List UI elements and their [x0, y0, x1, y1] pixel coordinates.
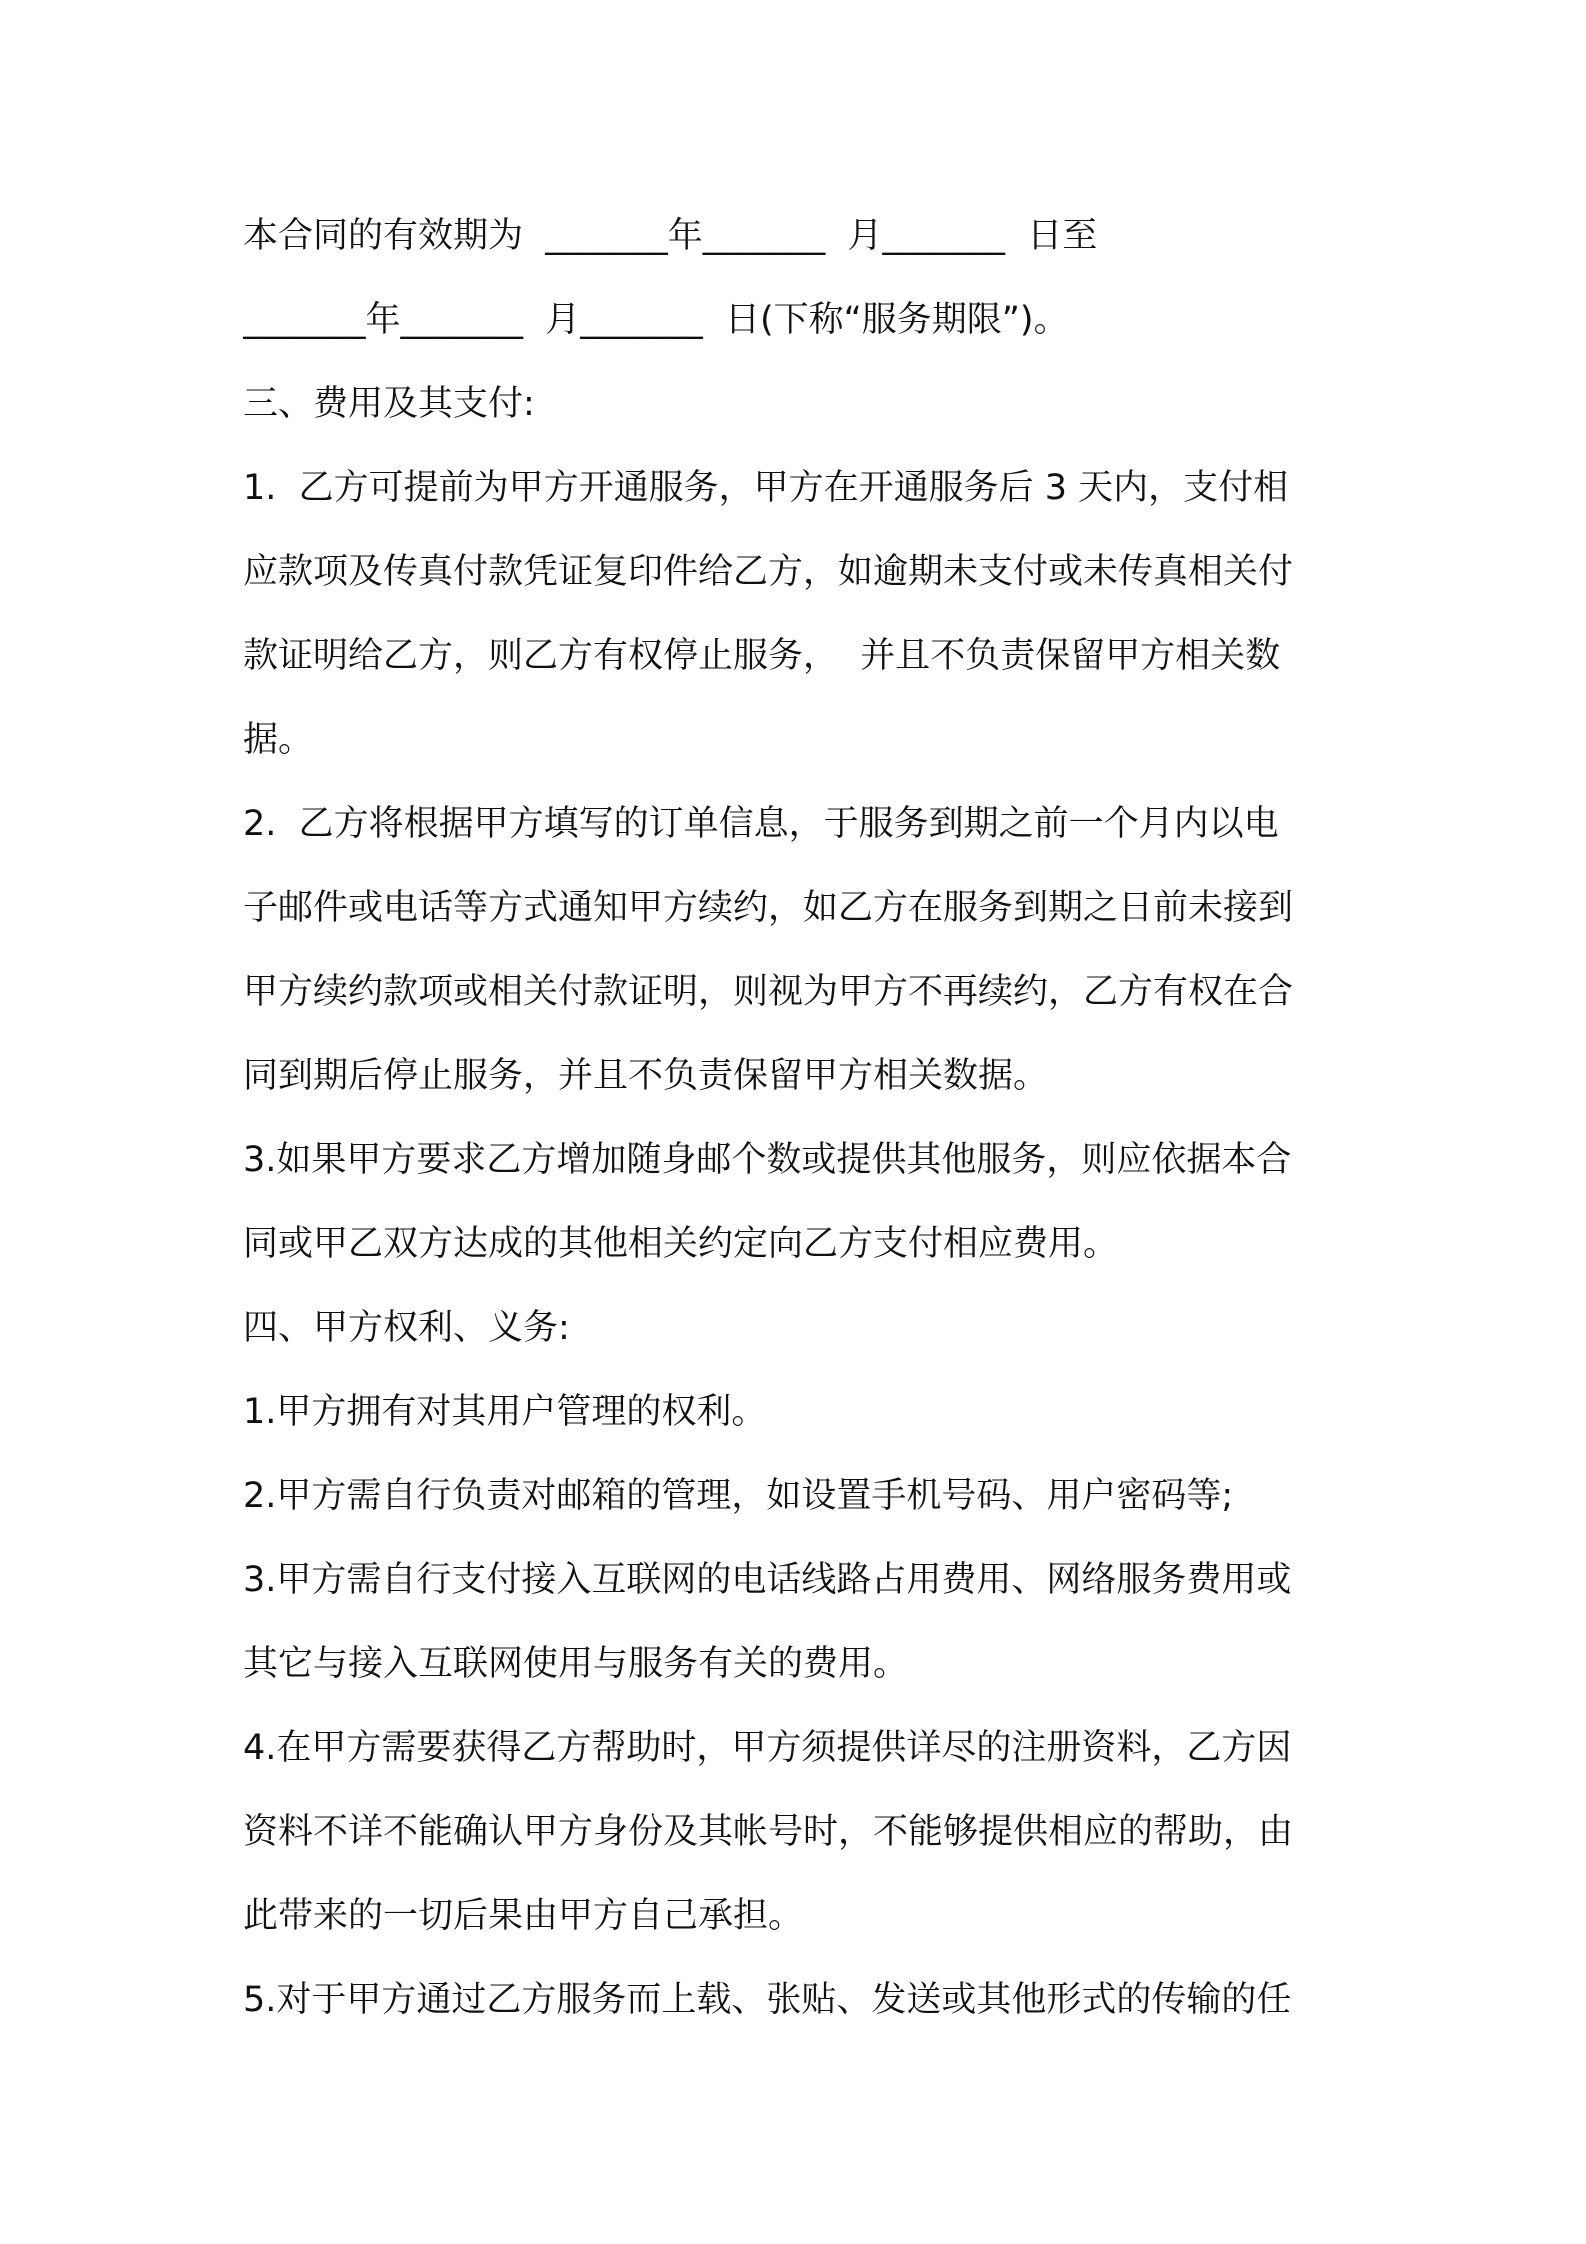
text-line: 3.甲方需自行支付接入互联网的电话线路占用费用、网络服务费用或 — [243, 1560, 1292, 1600]
text-line: 2.甲方需自行负责对邮箱的管理，如设置手机号码、用户密码等; — [243, 1476, 1234, 1516]
text-line: 1. 乙方可提前为甲方开通服务，甲方在开通服务后 3 天内，支付相 — [243, 468, 1289, 508]
text-line: 同或甲乙双方达成的其他相关约定向乙方支付相应费用。 — [243, 1224, 1119, 1264]
text-line: 此带来的一切后果由甲方自己承担。 — [243, 1896, 804, 1936]
text-line-validity: 本合同的有效期为 _______年_______ 月_______ 日至 — [243, 216, 1098, 256]
text-line: 5.对于甲方通过乙方服务而上载、张贴、发送或其他形式的传输的任 — [243, 1980, 1292, 2020]
text-line: 款证明给乙方，则乙方有权停止服务， 并且不负责保留甲方相关数 — [243, 636, 1281, 676]
contract-text — [243, 194, 1363, 2042]
text-line: 2. 乙方将根据甲方填写的订单信息，于服务到期之前一个月内以电 — [243, 804, 1279, 844]
section-heading-fees: 三、费用及其支付: — [243, 384, 535, 424]
text-line: 其它与接入互联网使用与服务有关的费用。 — [243, 1644, 909, 1684]
text-line: 3.如果甲方要求乙方增加随身邮个数或提供其他服务，则应依据本合 — [243, 1140, 1292, 1180]
section-heading-rights: 四、甲方权利、义务: — [243, 1308, 570, 1348]
text-line-validity-end: _______年_______ 月_______ 日(下称“服务期限”)。 — [243, 300, 1069, 340]
text-line: 应款项及传真付款凭证复印件给乙方，如逾期未支付或未传真相关付 — [243, 552, 1294, 592]
text-line: 子邮件或电话等方式通知甲方续约，如乙方在服务到期之日前未接到 — [243, 888, 1294, 928]
text-line: 4.在甲方需要获得乙方帮助时，甲方须提供详尽的注册资料，乙方因 — [243, 1728, 1292, 1768]
text-line: 同到期后停止服务，并且不负责保留甲方相关数据。 — [243, 1056, 1049, 1096]
text-line: 甲方续约款项或相关付款证明，则视为甲方不再续约，乙方有权在合 — [243, 972, 1294, 1012]
text-line: 据。 — [243, 720, 314, 760]
text-line: 1.甲方拥有对其用户管理的权利。 — [243, 1392, 767, 1432]
text-line: 资料不详不能确认甲方身份及其帐号时，不能够提供相应的帮助，由 — [243, 1812, 1294, 1852]
